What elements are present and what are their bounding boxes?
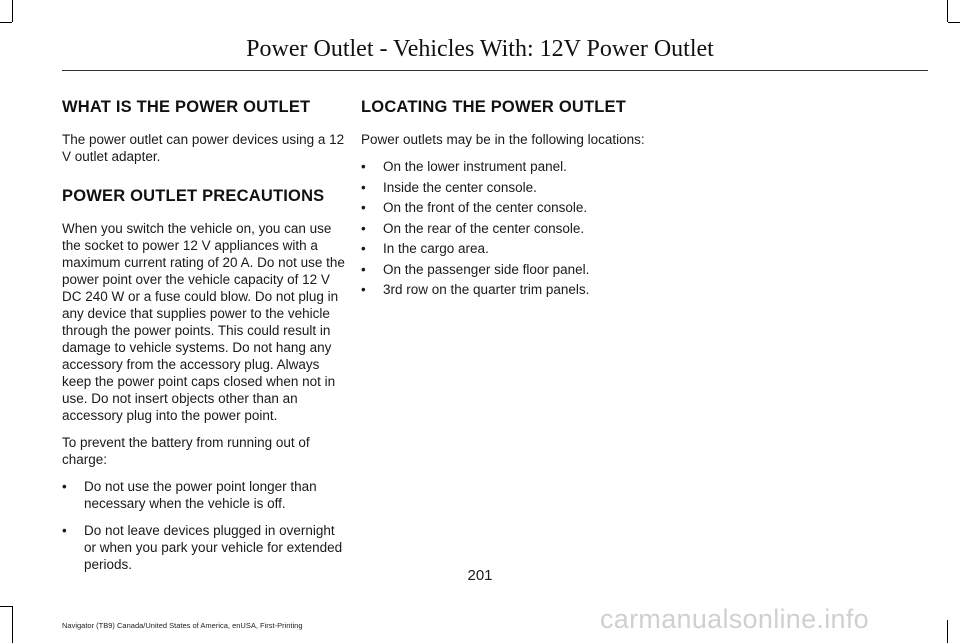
list-item-text: On the passenger side floor panel. — [383, 261, 590, 277]
list-item-text: On the front of the center console. — [383, 200, 588, 215]
section-heading-precautions: POWER OUTLET PRECAUTIONS — [62, 187, 325, 205]
list-item — [361, 261, 649, 278]
section-heading-what-is: WHAT IS THE POWER OUTLET — [62, 98, 311, 116]
crop-mark — [0, 606, 12, 607]
right-column — [361, 98, 649, 302]
page-number: 201 — [467, 567, 493, 584]
page-title: Power Outlet - Vehicles With: 12V Power Outlet — [246, 36, 714, 62]
bullet-glyph: • — [361, 200, 366, 215]
list-item — [361, 220, 649, 237]
bullet-glyph: • — [361, 241, 366, 256]
locating-intro: Power outlets may be in the following locations: — [361, 132, 645, 147]
list-item-text: Do not leave devices plugged in overnight or when you park your vehicle for extended periods. — [84, 523, 343, 572]
crop-mark — [947, 620, 948, 643]
bullet-glyph: • — [361, 261, 366, 277]
list-item — [62, 478, 350, 512]
header-rule — [62, 70, 928, 71]
bullet-glyph: • — [62, 479, 67, 494]
bullet-glyph: • — [62, 523, 67, 538]
bullet-glyph: • — [361, 179, 366, 195]
precautions-paragraph: When you switch the vehicle on, you can use the socket to power 12 V appliances with a maximum current rating of 20 A. Do not use the power point over the vehicle capacity of 12 V DC 240 W or a fuse could blow. Do not plug in any device that supplies power to the vehicle through the power points. This could result in damage to vehicle systems. Do not hang any accessory from the accessory plug. Always keep the power point caps closed when not in use. Do not insert objects other than an accessory plug into the power point. — [62, 221, 345, 423]
watermark: carmanualsonline.info — [600, 604, 869, 634]
section-heading-locating: LOCATING THE POWER OUTLET — [361, 98, 627, 116]
left-column — [62, 98, 350, 583]
bullet-glyph: • — [361, 220, 366, 236]
bullet-glyph: • — [361, 282, 366, 297]
list-item-text: In the cargo area. — [383, 241, 489, 256]
battery-paragraph: To prevent the battery from running out of charge: — [62, 435, 310, 467]
crop-mark — [947, 0, 948, 22]
list-item — [361, 240, 649, 257]
list-item — [361, 179, 649, 196]
bullet-glyph: • — [361, 159, 366, 174]
crop-mark — [0, 22, 12, 23]
crop-mark — [12, 0, 13, 22]
list-item — [361, 199, 649, 216]
list-item-text: On the lower instrument panel. — [383, 159, 567, 174]
list-item — [361, 158, 649, 175]
crop-mark — [12, 606, 13, 643]
list-item — [62, 522, 350, 573]
list-item-text: On the rear of the center console. — [383, 220, 585, 236]
list-item-text: Do not use the power point longer than necessary when the vehicle is off. — [84, 479, 317, 511]
list-item-text: Inside the center console. — [383, 179, 537, 195]
footer-text: Navigator (TB9) Canada/United States of America, enUSA, First-Printing — [62, 621, 303, 630]
crop-mark — [948, 22, 960, 23]
section-body-what-is: The power outlet can power devices using a 12 V outlet adapter. — [62, 132, 345, 164]
list-item — [361, 281, 649, 298]
locations-bullet-list — [361, 158, 649, 298]
list-item-text: 3rd row on the quarter trim panels. — [383, 282, 590, 297]
battery-bullet-list — [62, 478, 350, 573]
